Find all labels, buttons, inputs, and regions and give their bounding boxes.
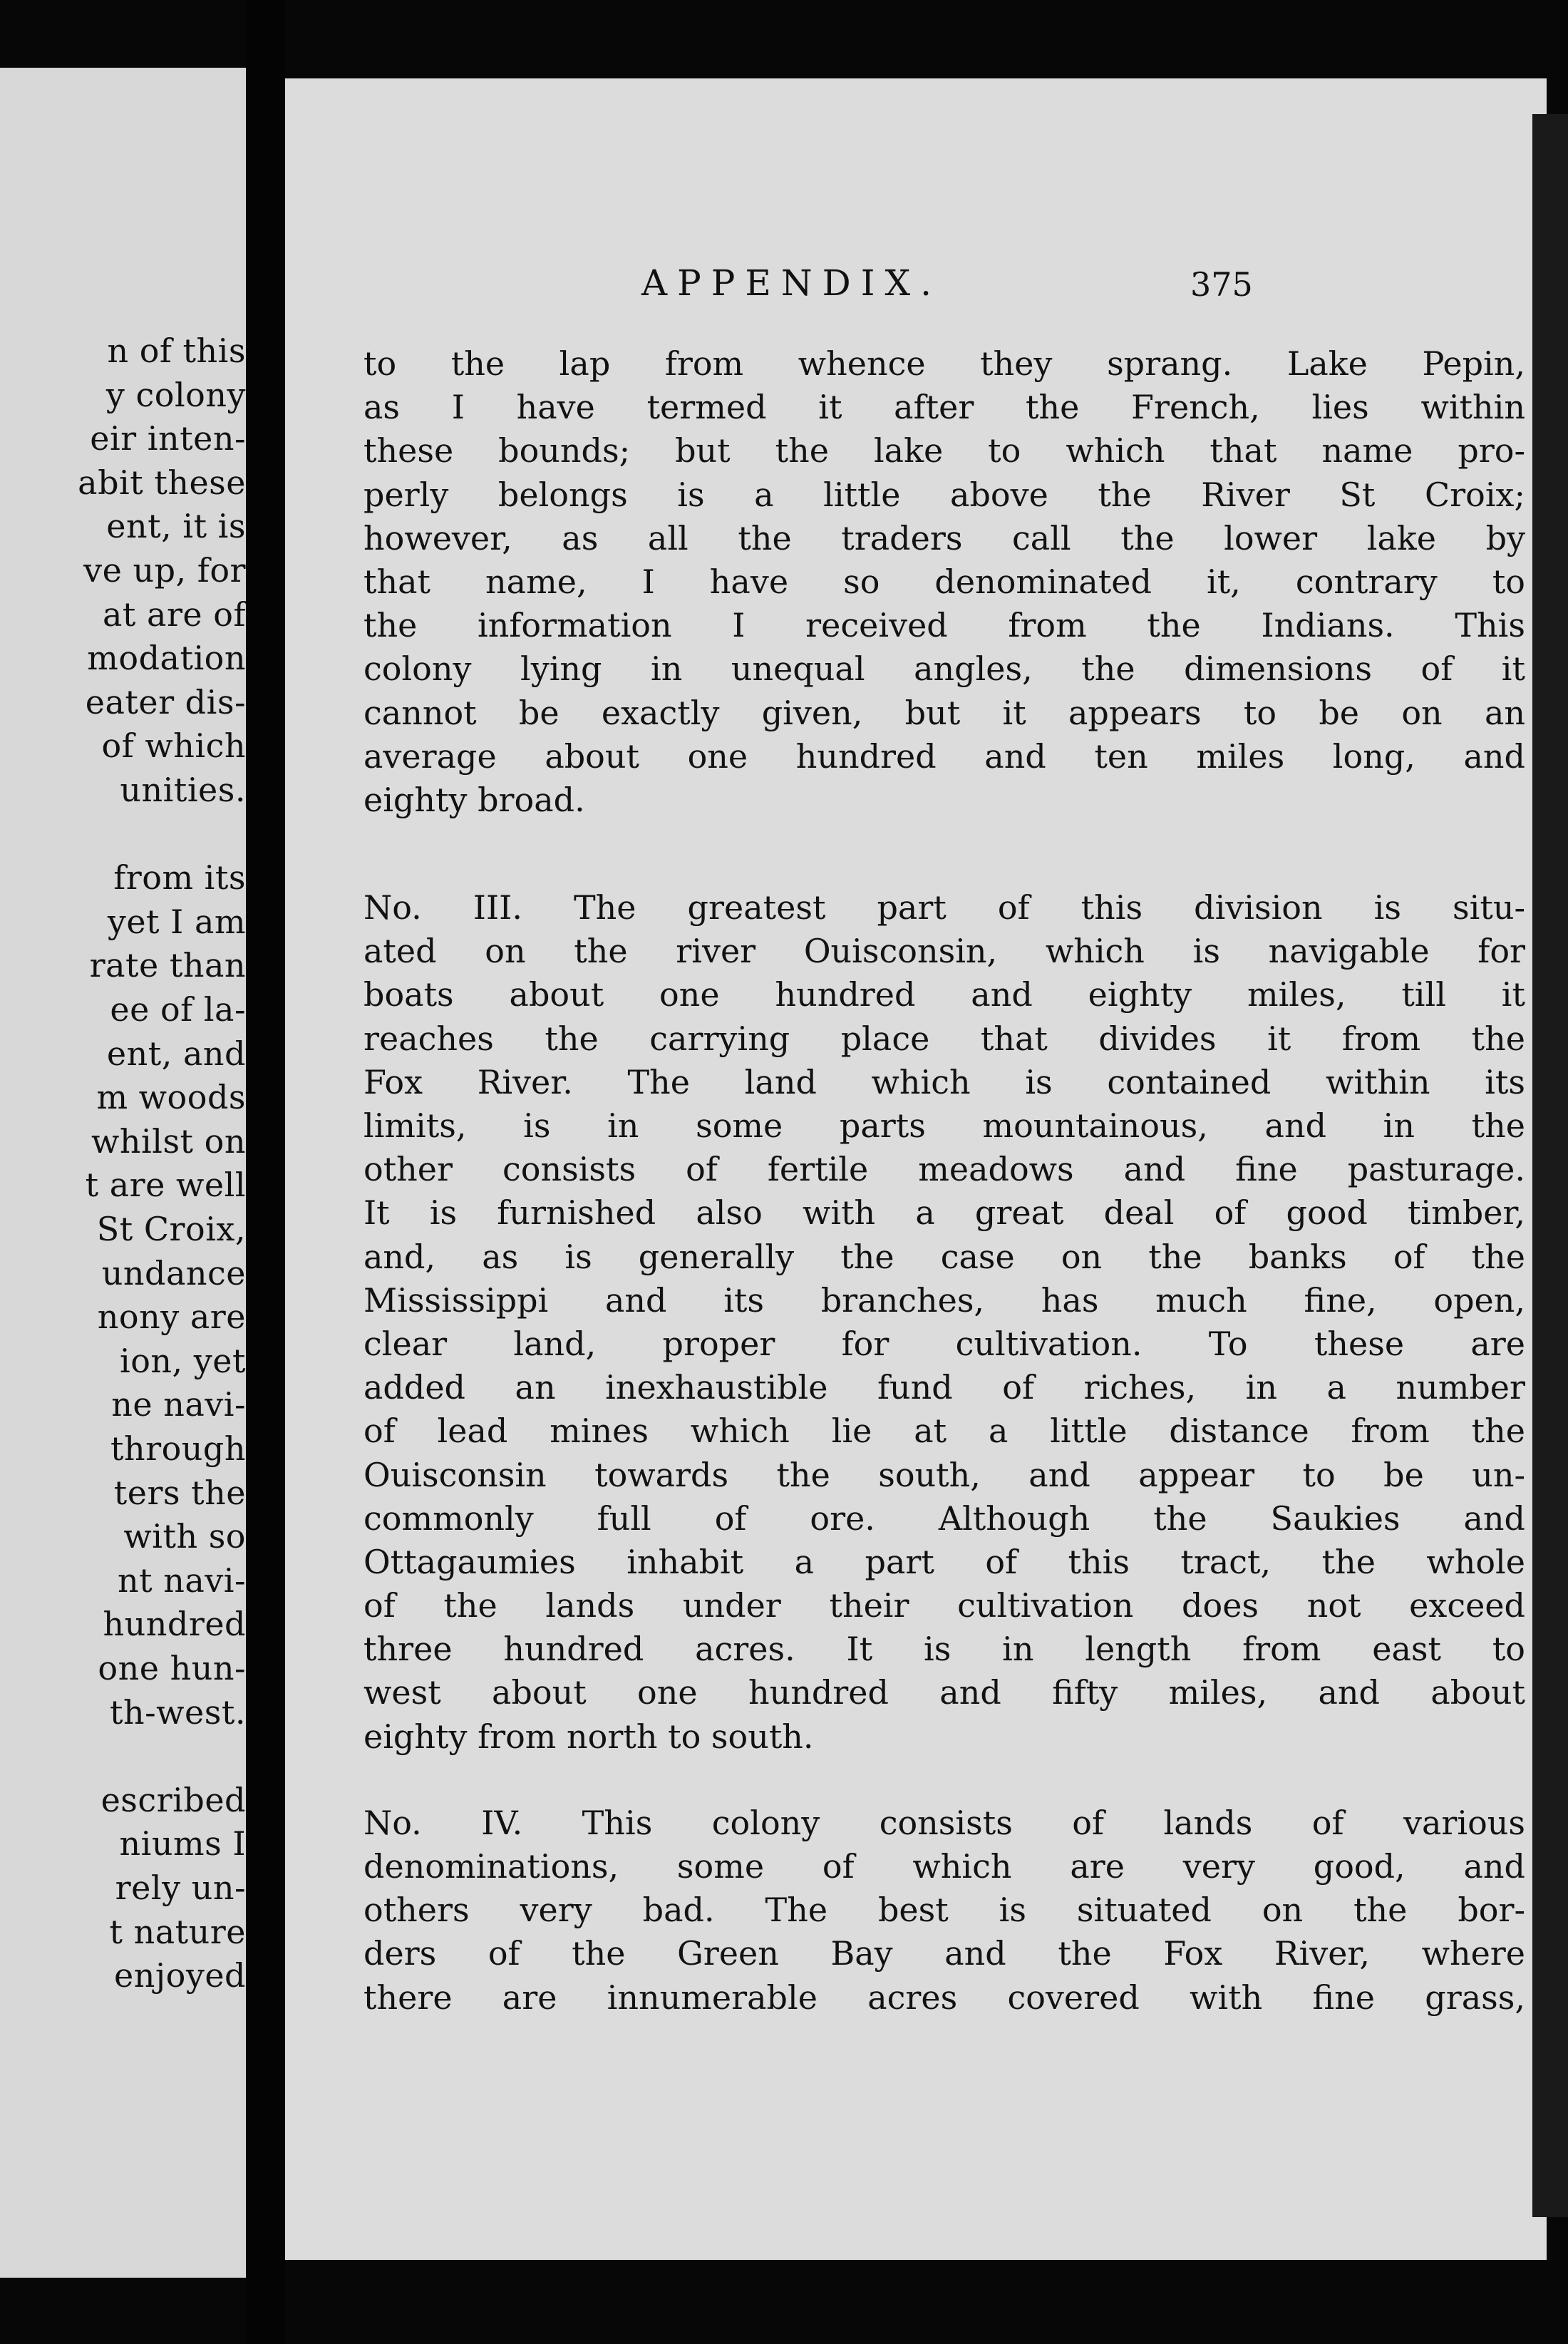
text-line: however, as all the traders call the lower lake by [363,518,1525,557]
text-line: reaches the carrying place that divides it from the [363,1019,1525,1058]
text-line: cannot be exactly given, but it appears to be on an [363,693,1525,732]
text-line: to the lap from whence they sprang. Lake Pepin, [363,344,1525,383]
left-page-line: abit these [78,463,246,502]
body-text [363,342,1525,2020]
left-page-line: escribed [100,1780,246,1819]
text-line: colony lying in unequal angles, the dimensions of it [363,649,1525,689]
left-page-line: rely un- [115,1868,246,1907]
left-page-line: unities. [120,771,246,809]
left-page-line: undance [101,1253,246,1292]
left-page-line: eir inten- [90,419,246,458]
text-line: other consists of fertile meadows and fine pasturage. [363,1150,1525,1189]
left-page-line: n of this [107,331,246,370]
left-page-line: from its [113,858,246,898]
text-line: west about one hundred and fifty miles, and about [363,1673,1525,1712]
text-line: No. III. The greatest part of this division is situ- [363,888,1525,927]
left-page-line: hundred [103,1605,246,1644]
left-page-line: ion, yet [120,1341,246,1380]
page-header [285,262,1547,312]
left-page-line: ee of la- [110,990,246,1029]
left-page-line: ters the [113,1473,246,1512]
text-line: commonly full of ore. Although the Saukies and [363,1499,1525,1538]
left-page-line: t are well [85,1166,246,1205]
text-line: denominations, some of which are very good, and [363,1847,1525,1886]
left-page-line: eater dis- [85,682,246,721]
left-page-line: with so [123,1517,246,1556]
left-page-line: modation [87,639,246,678]
text-line: eighty broad. [363,780,585,819]
text-line: ders of the Green Bay and the Fox River, where [363,1934,1525,1973]
text-line: and, as is generally the case on the banks of the [363,1237,1525,1276]
left-page-line: nony are [97,1297,246,1337]
left-page-line: whilst on [91,1121,246,1161]
text-line: of lead mines which lie at a little distance from the [363,1412,1525,1451]
right-page [285,78,1547,2260]
paragraph [363,886,1525,1759]
text-line: average about one hundred and ten miles long, and [363,736,1525,776]
text-line: others very bad. The best is situated on the bor- [363,1891,1525,1930]
left-page-line: one hun- [98,1649,246,1687]
left-page-line: at are of [102,595,246,634]
book-gutter [246,0,285,2344]
left-page-line: m woods [96,1078,246,1117]
left-page-line: yet I am [107,902,246,941]
text-line: Ottagaumies inhabit a part of this tract, the whole [363,1542,1525,1581]
paragraph [363,1801,1525,2020]
running-head: APPENDIX. [641,262,942,304]
left-page-line: ve up, for [83,551,246,590]
text-line: No. IV. This colony consists of lands of various [363,1803,1525,1842]
text-line: Fox River. The land which is contained within its [363,1062,1525,1101]
left-page-line: St Croix, [96,1210,246,1248]
left-page-line: y colony [105,375,246,414]
text-line: added an inexhaustible fund of riches, in a number [363,1368,1525,1407]
text-line: eighty from north to south. [363,1717,814,1756]
text-line: boats about one hundred and eighty miles, till it [363,975,1525,1014]
left-page-line: through [110,1429,246,1468]
paragraph [363,342,1525,822]
text-line: Ouisconsin towards the south, and appear to be un- [363,1455,1525,1494]
paragraph-gap [363,822,1525,886]
text-line: perly belongs is a little above the River St Croix; [363,475,1525,514]
left-page-line: t nature [109,1912,246,1951]
text-line: these bounds; but the lake to which that name pro- [363,431,1525,471]
left-page-line: of which [101,726,246,766]
text-line: of the lands under their cultivation does not exceed [363,1586,1525,1625]
left-page-fragment [0,68,246,2278]
paragraph-gap [363,1759,1525,1801]
left-page-line: enjoyed [114,1956,246,1995]
left-page-line: ent, it is [106,507,246,546]
left-page-line: rate than [89,946,246,985]
text-line: limits, is in some parts mountainous, and in the [363,1106,1525,1145]
text-line: Mississippi and its branches, has much fine, open, [363,1280,1525,1320]
text-line: clear land, proper for cultivation. To these are [363,1324,1525,1363]
page-edge-shadow [1532,114,1568,2217]
text-line: three hundred acres. It is in length from east to [363,1630,1525,1669]
text-line: that name, I have so denominated it, contrary to [363,562,1525,601]
page-number: 375 [1190,265,1253,304]
left-page-line: th-west. [110,1692,246,1732]
left-page-line: ent, and [106,1034,246,1073]
left-page-line: ne navi- [111,1385,246,1424]
text-line: It is furnished also with a great deal of good timber, [363,1193,1525,1233]
text-line: as I have termed it after the French, lies within [363,388,1525,427]
text-line: the information I received from the Indians. This [363,606,1525,645]
text-line: there are innumerable acres covered with fine grass, [363,1978,1525,2017]
left-page-line: niums I [119,1824,246,1864]
text-line: ated on the river Ouisconsin, which is navigable for [363,932,1525,971]
left-page-line: nt navi- [117,1561,246,1600]
